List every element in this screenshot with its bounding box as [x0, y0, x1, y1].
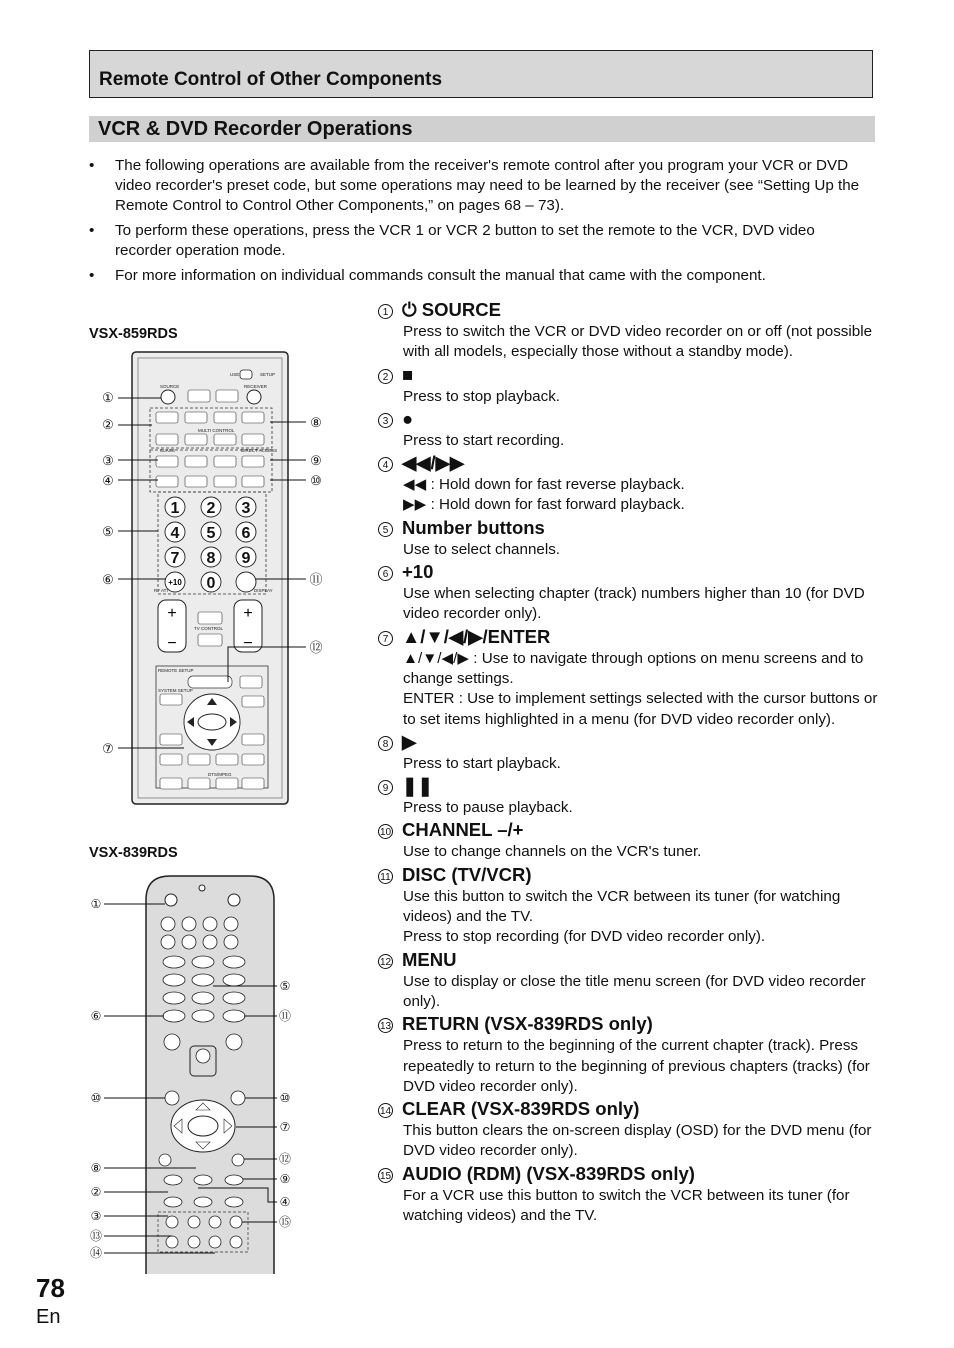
description-line: Use when selecting chapter (track) numbers higher than 10 (for DVD video recorder only). — [403, 585, 865, 623]
item-heading-text: AUDIO (RDM) (VSX-839RDS only) — [402, 1162, 695, 1184]
label-direct: DIRECT ACCESS — [241, 448, 278, 453]
digit-4: 4 — [170, 525, 180, 542]
b-callout-4: ④ — [279, 1195, 291, 1209]
bullet-item: • For more information on individual commands consult the manual that came with the component. — [89, 267, 766, 284]
page-title: VCR & DVD Recorder Operations — [98, 118, 413, 140]
item-heading-text: ▲/▼/◀/▶/ENTER — [402, 625, 551, 647]
b-callout-6: ⑥ — [90, 1009, 102, 1023]
model-label-839: VSX-839RDS — [89, 845, 178, 861]
function-item — [378, 818, 878, 862]
item-description — [403, 431, 878, 451]
description-line: Use to display or close the title menu screen (for DVD video recorder only). — [403, 972, 866, 1010]
section-header-title: Remote Control of Other Components — [99, 69, 443, 90]
callout-12: ⑫ — [309, 640, 323, 655]
intro-bullets — [89, 156, 875, 291]
remote-illustration-859 — [88, 350, 338, 808]
item-heading-text: ⏻ SOURCE — [402, 299, 501, 320]
item-number: 4 — [378, 457, 393, 472]
item-heading-text: RETURN (VSX-839RDS only) — [402, 1013, 653, 1035]
callout-2: ② — [102, 417, 114, 432]
label-dts: DTS/MPEG — [208, 772, 232, 777]
digit-7: 7 — [170, 550, 180, 567]
digit-1: 1 — [170, 500, 180, 517]
description-line: Press to return to the beginning of the current chapter (track). Press repeatedly to return to the beginning of previous chapters (tracks) (for DVD video recorder only). — [403, 1037, 870, 1095]
item-description — [403, 322, 878, 363]
item-number: 1 — [378, 304, 393, 319]
item-number: 11 — [378, 869, 393, 884]
item-number: 12 — [378, 954, 393, 969]
svg-text:−: − — [243, 635, 253, 652]
function-item — [378, 625, 878, 730]
function-heading — [378, 1012, 878, 1036]
item-number: 10 — [378, 824, 393, 839]
b-callout-11: ⑪ — [278, 1009, 292, 1023]
function-heading — [378, 1162, 878, 1186]
callout-1: ① — [102, 390, 114, 405]
b-callout-14: ⑭ — [89, 1246, 103, 1260]
item-description — [403, 754, 878, 774]
item-description — [403, 584, 878, 625]
function-heading — [378, 863, 878, 887]
item-number: 7 — [378, 631, 393, 646]
b-callout-8: ⑧ — [90, 1161, 102, 1175]
description-line: Press to start recording. — [403, 431, 565, 449]
function-heading — [378, 516, 878, 540]
section-header — [89, 50, 873, 98]
item-description — [403, 1036, 878, 1097]
function-heading — [378, 625, 878, 649]
callout-8: ⑧ — [310, 415, 322, 430]
label-setup: SETUP — [260, 372, 276, 377]
item-number: 13 — [378, 1018, 393, 1033]
svg-text:+: + — [243, 605, 253, 622]
page-number: 78 — [36, 1273, 65, 1303]
page-title-bar — [89, 116, 875, 142]
function-heading — [378, 298, 878, 322]
function-heading — [378, 560, 878, 584]
description-line: ▲/▼/◀/▶ : Use to navigate through options on menu screens and to change settings. — [403, 649, 864, 687]
function-item — [378, 298, 878, 363]
bullet-item: • To perform these operations, press the VCR 1 or VCR 2 button to set the remote to the VCR, DVD video recorder operation mode. — [89, 222, 815, 259]
item-heading-text: +10 — [402, 561, 434, 583]
callout-5: ⑤ — [102, 524, 114, 539]
digit-0: 0 — [206, 575, 216, 592]
description-line: Use this button to switch the VCR between its tuner (for watching videos) and the TV. — [403, 887, 841, 926]
callout-11: ⑪ — [309, 572, 323, 587]
label-display: DISPLAY — [254, 588, 273, 593]
item-heading-text: ▶ — [402, 730, 417, 752]
b-callout-7: ⑦ — [279, 1120, 291, 1134]
svg-text:+: + — [167, 605, 177, 622]
description-line: Press to start playback. — [403, 754, 561, 772]
b-callout-13: ⑬ — [89, 1229, 103, 1243]
item-number: 8 — [378, 736, 393, 751]
item-description — [403, 842, 878, 862]
item-heading-text: ■ — [402, 363, 414, 385]
item-heading-text: CHANNEL –/+ — [402, 819, 524, 841]
function-item — [378, 863, 878, 948]
svg-text:−: − — [167, 635, 177, 652]
function-item — [378, 730, 878, 774]
item-description — [403, 887, 878, 948]
callout-10: ⑩ — [310, 473, 322, 488]
item-description — [403, 1121, 878, 1162]
description-line: ◀◀ : Hold down for fast reverse playback. — [403, 476, 685, 494]
bullet-item: • The following operations are available from the receiver's remote control after you program your VCR or DVD video recorder's preset code, but some operations may need to be learned by the receiver (see “Setting Up the Remote Control to Control Other Components,” on pages 68 – 73). — [89, 157, 860, 214]
b-callout-1: ① — [90, 897, 102, 911]
function-item — [378, 774, 878, 818]
item-heading-text: ● — [402, 407, 414, 429]
description-line: Use to select channels. — [403, 540, 561, 558]
page-language: En — [36, 1306, 61, 1328]
b-callout-9: ⑨ — [279, 1172, 291, 1186]
description-line: Press to stop recording (for DVD video recorder only). — [403, 928, 766, 946]
b-callout-10-left: ⑩ — [90, 1091, 102, 1105]
label-remote-setup: REMOTE SETUP — [158, 668, 194, 673]
function-heading — [378, 818, 878, 842]
item-description — [403, 649, 878, 730]
callout-3: ③ — [102, 453, 114, 468]
callout-9: ⑨ — [310, 453, 322, 468]
item-number: 15 — [378, 1168, 393, 1183]
digit-plus10: +10 — [168, 578, 182, 587]
label-multi: MULTI CONTROL — [198, 428, 235, 433]
description-line: For a VCR use this button to switch the VCR between its tuner (for watching videos) and the TV. — [403, 1186, 850, 1225]
item-description — [403, 798, 878, 818]
item-description — [403, 540, 878, 560]
label-use: USE — [230, 372, 240, 377]
digit-8: 8 — [206, 550, 216, 567]
label-tv-control: TV CONTROL — [194, 626, 224, 631]
b-callout-3: ③ — [90, 1209, 102, 1223]
function-item — [378, 1012, 878, 1097]
description-line: Press to stop playback. — [403, 387, 561, 405]
description-line: Use to change channels on the VCR's tuner. — [403, 843, 702, 861]
function-item — [378, 1162, 878, 1227]
function-item — [378, 948, 878, 1013]
b-callout-12: ⑫ — [278, 1152, 292, 1166]
item-number: 14 — [378, 1103, 393, 1118]
item-number: 9 — [378, 780, 393, 795]
digit-9: 9 — [241, 550, 251, 567]
item-description — [403, 1186, 878, 1227]
item-heading-text: ◀◀/▶▶ — [402, 452, 465, 474]
item-heading-text: DISC (TV/VCR) — [402, 863, 532, 885]
item-number: 2 — [378, 369, 393, 384]
digit-5: 5 — [206, 525, 216, 542]
b-callout-5: ⑤ — [279, 979, 291, 993]
item-heading-text: MENU — [402, 948, 457, 970]
label-rf-att: RF ATT — [154, 588, 170, 593]
b-callout-10-right: ⑩ — [279, 1091, 291, 1105]
callout-4: ④ — [102, 473, 114, 488]
model-label-859: VSX-859RDS — [89, 326, 178, 342]
item-heading-text: CLEAR (VSX-839RDS only) — [402, 1098, 640, 1120]
b-callout-15: ⑮ — [278, 1215, 292, 1229]
item-number: 5 — [378, 522, 393, 537]
digit-2: 2 — [206, 500, 216, 517]
item-number: 6 — [378, 566, 393, 581]
item-description — [403, 972, 878, 1013]
function-item — [378, 363, 878, 407]
label-receiver: RECEIVER — [244, 384, 268, 389]
digit-3: 3 — [241, 500, 251, 517]
label-source: SOURCE — [160, 384, 180, 389]
callout-6: ⑥ — [102, 572, 114, 587]
description-line: Press to switch the VCR or DVD video recorder on or off (not possible with all models, especially those without a standby mode). — [403, 323, 873, 361]
function-item — [378, 1097, 878, 1162]
item-heading-text: Number buttons — [402, 516, 545, 538]
function-heading — [378, 730, 878, 754]
function-heading — [378, 1097, 878, 1121]
item-description — [403, 475, 878, 516]
description-line: Press to pause playback. — [403, 799, 573, 817]
function-heading — [378, 451, 878, 475]
item-description — [403, 387, 878, 407]
label-class: CLASS — [160, 448, 175, 453]
function-list — [378, 298, 878, 1226]
callout-7: ⑦ — [102, 741, 114, 756]
label-system-setup: SYSTEM SETUP — [158, 688, 193, 693]
item-number: 3 — [378, 413, 393, 428]
function-heading — [378, 948, 878, 972]
function-heading — [378, 407, 878, 431]
function-item — [378, 407, 878, 451]
function-heading — [378, 363, 878, 387]
remote-illustration-839 — [88, 870, 328, 1274]
item-heading-text: ❚❚ — [402, 775, 434, 797]
description-line: This button clears the on-screen display (OSD) for the DVD menu (for DVD video recorder only). — [403, 1122, 872, 1160]
description-line: ▶▶ : Hold down for fast forward playback. — [403, 496, 685, 514]
function-item — [378, 451, 878, 516]
digit-6: 6 — [241, 525, 251, 542]
description-line: ENTER : Use to implement settings selected with the cursor buttons or to set items highlighted in a menu (for DVD video recorder only). — [403, 690, 878, 728]
function-item — [378, 516, 878, 560]
b-callout-2: ② — [90, 1185, 102, 1199]
function-heading — [378, 774, 878, 798]
function-item — [378, 560, 878, 625]
